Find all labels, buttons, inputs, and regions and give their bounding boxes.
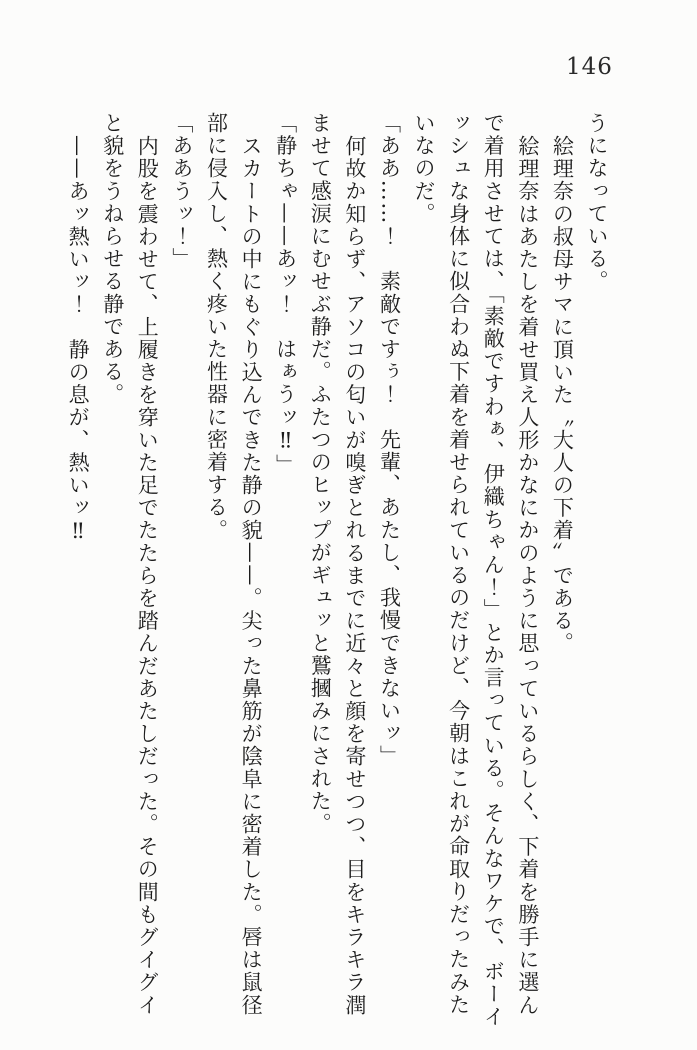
- text-line-5: ッシュな身体に似合わぬ下着を着せられているのだけど、今朝はこれが命取りだったみた: [446, 112, 471, 1016]
- text-line-13: 「ああうッ！」: [169, 112, 194, 271]
- text-line-6: いなのだ。: [412, 112, 437, 225]
- text-line-15: と貌をうねらせる静である。: [100, 112, 125, 406]
- text-line-4: で着用させては、「素敵ですわぁ、伊織ちゃん！」とか言っている。そんなワケで、ボーイ: [481, 112, 506, 1029]
- page-number: 146: [566, 54, 613, 80]
- vertical-text-block: [61, 112, 615, 1029]
- text-line-10: 「静ちゃ——あッ！ はぁうッ‼」: [273, 112, 298, 477]
- text-line-11: スカートの中にもぐり込んできた静の貌——。尖った鼻筋が陰阜に密着した。唇は鼠径: [239, 135, 264, 1017]
- text-line-7: 「ああ……！ 素敵ですぅ！ 先輩、あたし、我慢できないッ」: [377, 112, 402, 768]
- text-line-2: 絵理奈の叔母サマに頂いた〝大人の下着〟である。: [550, 135, 575, 655]
- text-line-8: 何故か知らず、アソコの匂いが嗅ぎとれるまでに近々と顔を寄せつつ、目をキラキラ潤: [342, 135, 367, 1017]
- text-line-1: うになっている。: [585, 112, 609, 293]
- text-line-14: 内股を震わせて、上履きを穿いた足でたたらを踏んだあたしだった。その間もグイグイ: [135, 135, 160, 1017]
- text-line-9: ませて感涙にむせぶ静だ。ふたつのヒップがギュッと鷲摑みにされた。: [308, 112, 333, 836]
- text-line-3: 絵理奈はあたしを着せ買え人形かなにかのように思っているらしく、下着を勝手に選ん: [515, 135, 540, 1017]
- text-line-16: ——あッ熱いッ！ 静の息が、熱いッ‼: [66, 135, 91, 545]
- text-line-12: 部に侵入し、熱く疼いた性器に密着する。: [204, 112, 229, 542]
